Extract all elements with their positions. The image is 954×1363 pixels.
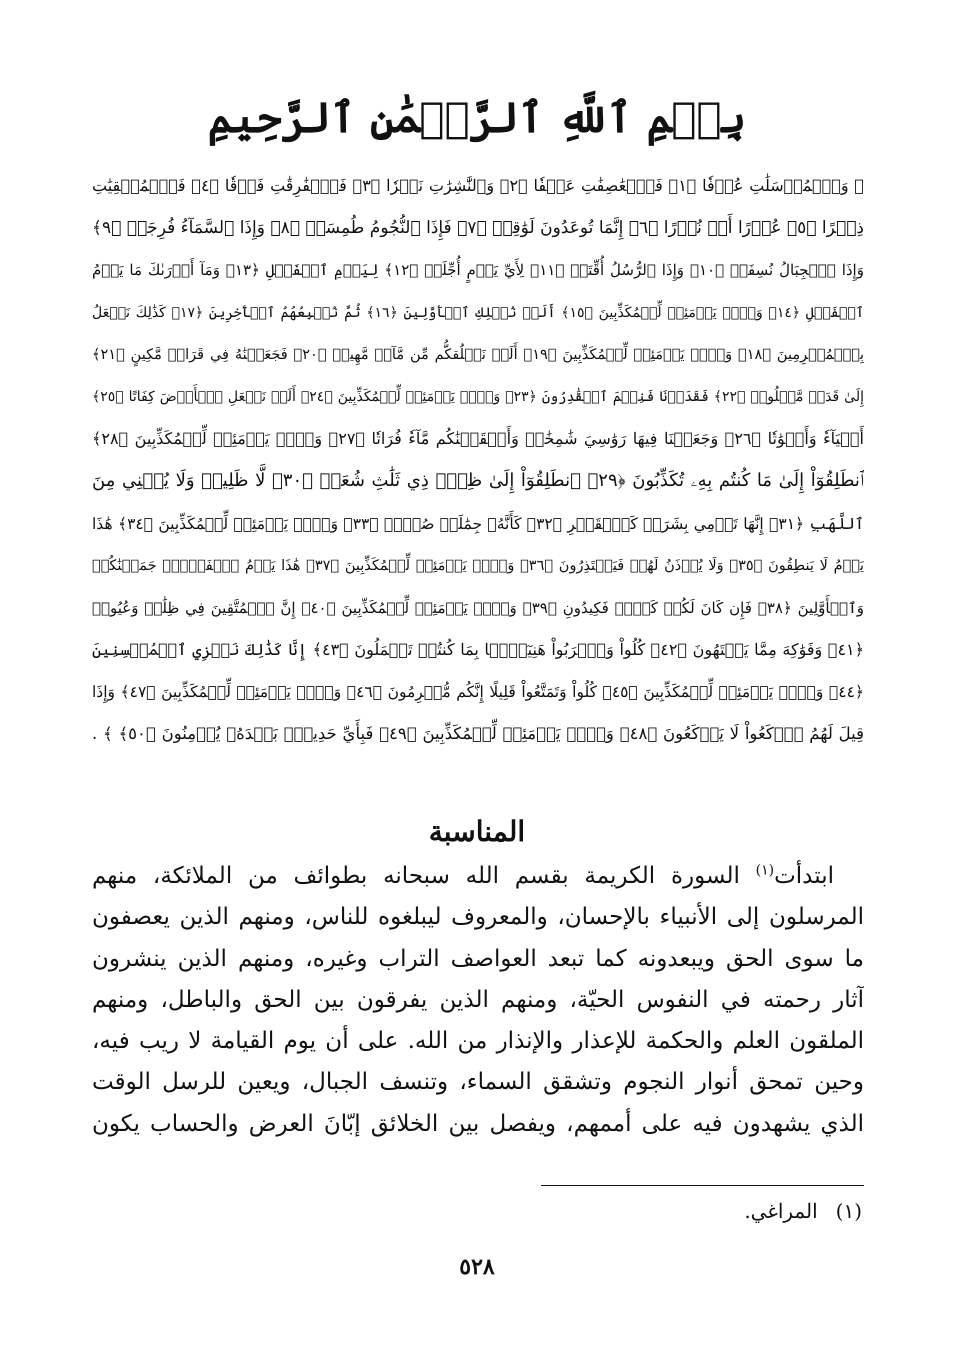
verse-line: بِٱلۡمُجۡرِمِينَ ﴿١٨﴾ وَيۡلٞ يَوۡمَئِذٖ لِّلۡمُكَذِّبِينَ ﴿١٩﴾ أَلَمۡ نَخۡلُقكُّم مِّن مَّآءٖ مَّهِينٖ ﴿٢٠﴾ فَجَعَلۡنَٰهُ فِي قَرَارٖ مَّكِينٍ ﴿٢١﴾ [92, 346, 864, 363]
verse-line: إِلَىٰ قَدَرٖ مَّعۡلُومٖ ﴿٢٢﴾ فَقَدَرۡنَا فَنِعۡمَ ٱلۡقَٰدِرُونَ ﴿٢٣﴾ وَيۡلٞ يَوۡمَئِذٖ لِّلۡمُكَذِّبِينَ ﴿٢٤﴾ أَلَمۡ نَجۡعَلِ ٱلۡأَرۡضَ كِفَاتًا ﴿٢٥﴾ [92, 388, 864, 405]
footnote-number: (١) [835, 1199, 862, 1223]
paragraph-line: وحين تمحق أنوار النجوم وتشقق السماء، وتنسف الجبال، ويعين للرسل الوقت [92, 1069, 864, 1096]
paragraph-line: الملقون العلم والحكمة للإعذار والإنذار من الله. على أن يوم القيامة لا ريب فيه، [92, 1028, 864, 1055]
footnote-marker[interactable]: (١) [755, 862, 775, 879]
verse-line: ٱنطَلِقُوٓاْ إِلَىٰ مَا كُنتُم بِهِۦ تُكَذِّبُونَ ﴿٢٩﴾ ٱنطَلِقُوٓاْ إِلَىٰ ظِلّٖ ذِي ثَلَٰثِ شُعَبٖ ﴿٣٠﴾ لَّا ظَلِيلٖ وَلَا يُغۡنِي مِنَ [92, 470, 864, 492]
verse-line: ذِكۡرًا ﴿٥﴾ عُذۡرًا أَوۡ نُذۡرًا ﴿٦﴾ إِنَّمَا تُوعَدُونَ لَوَٰقِعٞ ﴿٧﴾ فَإِذَا ٱلنُّجُومُ طُمِسَتۡ ﴿٨﴾ وَإِذَا ٱلسَّمَآءُ فُرِجَتۡ ﴿٩﴾ [92, 218, 864, 239]
verse-line: ﴿٤٤﴾ وَيۡلٞ يَوۡمَئِذٖ لِّلۡمُكَذِّبِينَ ﴿٤٥﴾ كُلُواْ وَتَمَتَّعُواْ قَلِيلًا إِنَّكُم مُّجۡرِمُونَ ﴿٤٦﴾ وَيۡلٞ يَوۡمَئِذٖ لِّلۡمُكَذِّبِينَ ﴿٤٧﴾ وَإِذَا [92, 683, 864, 702]
footnote-divider [541, 1185, 864, 1186]
quran-verses-block [92, 165, 864, 756]
paragraph-line: المرسلون إلى الأنبياء بالإحسان، والمعروف ليبلغوه للناس، ومنهم الذين يعصفون [92, 904, 864, 931]
verse-line: ٱلۡفَصۡلِ ﴿١٤﴾ وَيۡلٞ يَوۡمَئِذٖ لِّلۡمُكَذِّبِينَ ﴿١٥﴾ أَلَمۡ نُهۡلِكِ ٱلۡأَوَّلِينَ ﴿١٦﴾ ثُمَّ نُتۡبِعُهُمُ ٱلۡأٓخِرِينَ ﴿١٧﴾ كَذَٰلِكَ نَفۡعَلُ [92, 304, 864, 321]
verse-line: ﴿٤١﴾ وَفَوَٰكِهَ مِمَّا يَشۡتَهُونَ ﴿٤٢﴾ كُلُواْ وَٱشۡرَبُواْ هَنِيٓـَٔۢا بِمَا كُنتُمۡ تَعۡمَلُونَ ﴿٤٣﴾ إِنَّا كَذَٰلِكَ نَجۡزِي ٱلۡمُحۡسِنِينَ [92, 640, 864, 660]
paragraph-line-text: السورة الكريمة بقسم الله سبحانه بطوائف من الملائكة، منهم [92, 863, 756, 889]
footnote [744, 1196, 862, 1226]
footnote-text: المراغي. [744, 1199, 818, 1223]
verse-line: قِيلَ لَهُمُ ٱرۡكَعُواْ لَا يَرۡكَعُونَ ﴿٤٨﴾ وَيۡلٞ يَوۡمَئِذٖ لِّلۡمُكَذِّبِينَ ﴿٤٩﴾ فَبِأَيِّ حَدِيثِۭ بَعۡدَهُۥ يُؤۡمِنُونَ ﴿٥٠﴾ ﴾ . [92, 724, 864, 744]
section-title: المناسبة [428, 815, 526, 848]
verse-line: يَوۡمُ لَا يَنطِقُونَ ﴿٣٥﴾ وَلَا يُؤۡذَنُ لَهُمۡ فَيَعۡتَذِرُونَ ﴿٣٦﴾ وَيۡلٞ يَوۡمَئِذٖ لِّلۡمُكَذِّبِينَ ﴿٣٧﴾ هَٰذَا يَوۡمُ ٱلۡفَصۡلِۖ جَمَعۡنَٰكُمۡ [92, 557, 864, 574]
commentary-paragraph [92, 856, 864, 1145]
verse-line: ٱللَّهَبِ ﴿٣١﴾ إِنَّهَا تَرۡمِي بِشَرَرٖ كَٱلۡقَصۡرِ ﴿٣٢﴾ كَأَنَّهُۥ جِمَٰلَتٞ صُفۡرٞ ﴿٣٣﴾ وَيۡلٞ يَوۡمَئِذٖ لِّلۡمُكَذِّبِينَ ﴿٣٤﴾ هَٰذَا [92, 514, 864, 533]
verse-line: أَحۡيَآءٗ وَأَمۡوَٰتٗا ﴿٢٦﴾ وَجَعَلۡنَا فِيهَا رَوَٰسِيَ شَٰمِخَٰتٖ وَأَسۡقَيۡنَٰكُم مَّآءٗ فُرَاتٗا ﴿٢٧﴾ وَيۡلٞ يَوۡمَئِذٖ لِّلۡمُكَذِّبِينَ ﴿٢٨﴾ [92, 429, 864, 449]
verse-line: وَإِذَا ٱلۡجِبَالُ نُسِفَتۡ ﴿١٠﴾ وَإِذَا ٱلرُّسُلُ أُقِّتَتۡ ﴿١١﴾ لِأَيِّ يَوۡمٍ أُجِّلَتۡ ﴿١٢﴾ لِيَوۡمِ ٱلۡفَصۡلِ ﴿١٣﴾ وَمَآ أَدۡرَىٰكَ مَا يَوۡمُ [92, 261, 864, 280]
paragraph-line: آثار رحمته في النفوس الحيّة، ومنهم الذين يفرقون بين الحق والباطل، ومنهم [92, 986, 864, 1013]
verse-line: ﴿ وَٱلۡمُرۡسَلَٰتِ عُرۡفٗا ﴿١﴾ فَٱلۡعَٰصِفَٰتِ عَصۡفٗا ﴿٢﴾ وَٱلنَّٰشِرَٰتِ نَشۡرٗا ﴿٣﴾ فَٱلۡفَٰرِقَٰتِ فَرۡقٗا ﴿٤﴾ فَٱلۡمُلۡقِيَٰتِ [92, 176, 864, 195]
paragraph-opening-word: ابتدأت [774, 863, 834, 889]
page-number: ٥٢٨ [459, 1254, 495, 1280]
paragraph-line: الذي يشهدون فيه على أممهم، ويفصل بين الخلائق إبّانَ العرض والحساب يكون [92, 1110, 864, 1137]
paragraph-line [92, 856, 864, 897]
basmala-heading: بِسۡمِ ٱللَّهِ ٱلرَّحۡمَٰنِ ٱلرَّحِيمِ [207, 93, 747, 142]
verse-line: وَٱلۡأَوَّلِينَ ﴿٣٨﴾ فَإِن كَانَ لَكُمۡ كَيۡدٞ فَكِيدُونِ ﴿٣٩﴾ وَيۡلٞ يَوۡمَئِذٖ لِّلۡمُكَذِّبِينَ ﴿٤٠﴾ إِنَّ ٱلۡمُتَّقِينَ فِي ظِلَٰلٖ وَعُيُونٖ [92, 598, 864, 617]
paragraph-line: ما سوى الحق ويبعدونه كما تبعد العواصف التراب وغيره، ومنهم الذين ينشرون [92, 945, 864, 972]
